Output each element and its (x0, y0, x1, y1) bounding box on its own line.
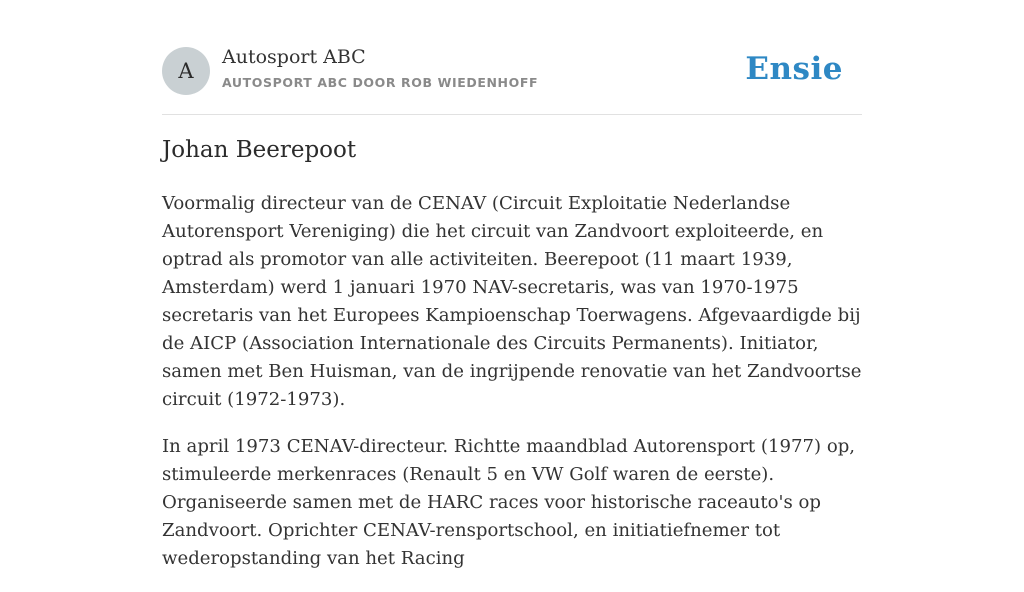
article-paragraph: Voormalig directeur van de CENAV (Circuit Exploitatie Nederlandse Autorensport Vereniging) die het circuit van Zandvoort exploiteerde, en optrad als promotor van alle activiteiten. Beerepoot (11 maart 1939, Amsterdam) werd 1 januari 1970 NAV-secretaris, was van 1970-1975 secretaris van het Europees Kampioenschap Toerwagens. Afgevaardigde bij de AICP (Association Internationale des Circuits Permanents). Initiator, samen met Ben Huisman, van de ingrijpende renovatie van het Zandvoortse circuit (1972-1973). (162, 193, 862, 410)
author-subtitle: AUTOSPORT ABC DOOR ROB WIEDENHOFF (222, 75, 539, 90)
author-header (162, 46, 862, 115)
article-body (162, 190, 862, 592)
ensie-logo[interactable]: Ensie (745, 51, 843, 87)
author-name-link[interactable]: Autosport ABC (222, 46, 366, 68)
article-paragraph: In april 1973 CENAV-directeur. Richtte maandblad Autorensport (1977) op, stimuleerde merkenraces (Renault 5 en VW Golf waren de eerste). Organiseerde samen met de HARC races voor historische raceauto's op Zandvoort. Oprichter CENAV-rensportschool, en initiatiefnemer tot wederopstanding van het Racing (162, 436, 856, 569)
avatar[interactable]: A (162, 47, 210, 95)
page-title: Johan Beerepoot (162, 137, 357, 163)
